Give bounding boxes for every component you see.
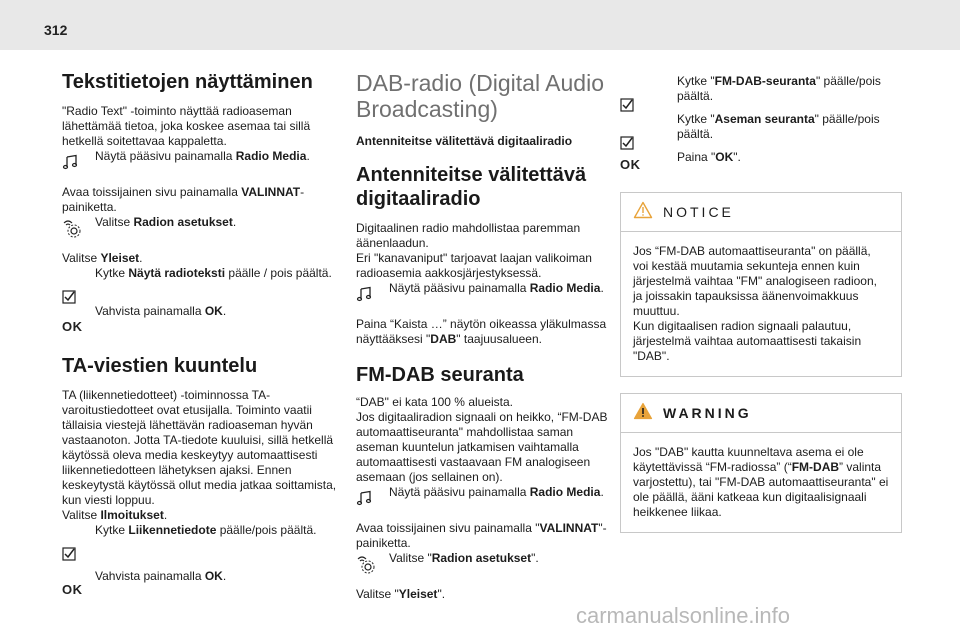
column-left xyxy=(62,70,340,597)
warning-triangle-filled-icon xyxy=(633,402,653,425)
step-item xyxy=(62,215,340,239)
paragraph: Paina “Kaista …” näytön oikeassa yläkulmassa näyttääksesi "DAB" taajuusalueen. xyxy=(356,317,607,346)
step-item xyxy=(620,74,902,112)
step-text: Vahvista painamalla OK. xyxy=(95,304,227,318)
page-number: 312 xyxy=(44,22,68,38)
music-note-icon xyxy=(62,149,95,173)
step-text: Kytke "FM-DAB-seuranta" päälle/pois päältä. xyxy=(677,74,881,103)
step-text: Kytke "Aseman seuranta" päälle/pois päältä. xyxy=(677,112,880,141)
section-heading-fm-dab: FM-DAB seuranta xyxy=(356,364,524,386)
checkbox-icon xyxy=(62,266,95,304)
paragraph: “DAB" ei kata 100 % alueista. xyxy=(356,395,514,409)
radio-settings-icon xyxy=(62,215,95,239)
notice-header xyxy=(621,193,901,231)
page-header-band xyxy=(0,0,960,50)
section-heading-antenna: Antenniteitse välitettävä digitaaliradio xyxy=(356,164,587,210)
ok-icon: OK xyxy=(62,319,83,334)
step-text: Näytä pääsivu painamalla Radio Media. xyxy=(95,149,310,163)
notice-paragraph: Kun digitaalisen radion signaali palautuu, järjestelmä vaihtaa automaattisesti takaisin "DAB". xyxy=(633,319,862,363)
column-right xyxy=(620,70,902,533)
notice-box xyxy=(620,192,902,377)
paragraph: Digitaalinen radio mahdollistaa paremman äänenlaadun. xyxy=(356,221,581,250)
paragraph: "Radio Text" -toiminto näyttää radioaseman lähettämää tietoa, joka koskee asemaa tai sillä hetkellä soitettavaa kappaletta. xyxy=(62,104,311,148)
step-text: Näytä pääsivu painamalla Radio Media. xyxy=(389,281,604,295)
step-text: Kytke Liikennetiedote päälle/pois päältä. xyxy=(95,523,317,537)
step-text: Valitse "Radion asetukset". xyxy=(389,551,539,565)
step-item xyxy=(356,485,618,509)
step-item xyxy=(62,149,340,173)
paragraph: Avaa toissijainen sivu painamalla VALINNAT-painiketta. xyxy=(62,185,305,214)
step-item xyxy=(62,266,340,304)
warning-title: WARNING xyxy=(663,405,752,421)
checkbox-icon xyxy=(62,523,95,561)
section-heading-rds: Tekstitietojen näyttäminen xyxy=(62,71,313,93)
music-note-icon xyxy=(356,485,389,509)
paragraph: Valitse "Yleiset". xyxy=(356,587,446,601)
notice-body xyxy=(621,231,901,376)
warning-box xyxy=(620,393,902,533)
paragraph: Jos digitaaliradion signaali on heikko, “FM-DAB automaattiseuranta" mahdollistaa saman aseman kuuntelun jatkamisen vaihtamalla automaattisesti vastaavaan FM analogiseen asemaan (jos sellainen on). xyxy=(356,410,608,484)
step-item xyxy=(62,304,340,334)
section-heading-ta: TA-viestien kuuntelu xyxy=(62,355,258,377)
subheading: Antenniteitse välitettävä digitaaliradio xyxy=(356,134,573,148)
paragraph: Valitse Yleiset. xyxy=(62,251,143,265)
paragraph: Avaa toissijainen sivu painamalla "VALINNAT"-painiketta. xyxy=(356,521,607,550)
step-text: Kytke Näytä radioteksti päälle / pois päältä. xyxy=(95,266,332,280)
notice-paragraph: Jos “FM-DAB automaattiseuranta" on päällä, voi kestää muutamia sekunteja ennen kuin järjestelmä vaihtaa "FM" analogiseen radioon, ja joissakin tapauksissa äänenvoimakkuus muuttuu. xyxy=(633,244,877,318)
paragraph: Valitse Ilmoitukset. xyxy=(62,508,168,522)
step-text: Vahvista painamalla OK. xyxy=(95,569,227,583)
notice-title: NOTICE xyxy=(663,204,734,220)
paragraph: TA (liikennetiedotteet) -toiminnossa TA-varoitustiedotteet ovat etusijalla. Toiminto vaatii tällaisia viestejä lähettävän radioaseman hyvän vastaanoton. Jotta TA-tiedote kuuluisi, sillä hetkellä käytössä oleva media keskeytyy automaattisesti liikennetiedotteen lähetyksen ajaksi. Ennen keskeytystä käytössä ollut media jatkaa soittamista, kun viesti loppuu. xyxy=(62,388,337,507)
ok-icon: OK xyxy=(620,157,641,172)
step-item xyxy=(356,281,618,305)
watermark-footer: carmanualsonline.info xyxy=(576,603,791,628)
checkbox-icon xyxy=(620,74,653,112)
step-item xyxy=(62,569,340,597)
chapter-heading-dab: DAB-radio (Digital Audio Broadcasting) xyxy=(356,70,605,122)
ok-icon: OK xyxy=(62,582,83,597)
step-text: Näytä pääsivu painamalla Radio Media. xyxy=(389,485,604,499)
paragraph: Eri "kanavaniput" tarjoavat laajan valikoiman radioasemia aakkosjärjestyksessä. xyxy=(356,251,592,280)
warning-body: Jos "DAB" kautta kuunneltava asema ei ole käytettävissä “FM-radiossa” (“FM-DAB” valinta varjostettu), tai "FM-DAB automaattiseuranta" ei ole päällä, ääni katkeaa kun digitaalisignaali heikkenee liikaa. xyxy=(621,432,901,532)
radio-settings-icon xyxy=(356,551,389,575)
step-text: Paina "OK". xyxy=(677,150,741,164)
warning-triangle-outline-icon xyxy=(633,201,653,224)
music-note-icon xyxy=(356,281,389,305)
step-item xyxy=(356,551,618,575)
step-item xyxy=(62,523,340,561)
column-middle xyxy=(356,70,618,602)
warning-header xyxy=(621,394,901,432)
step-text: Valitse Radion asetukset. xyxy=(95,215,237,229)
